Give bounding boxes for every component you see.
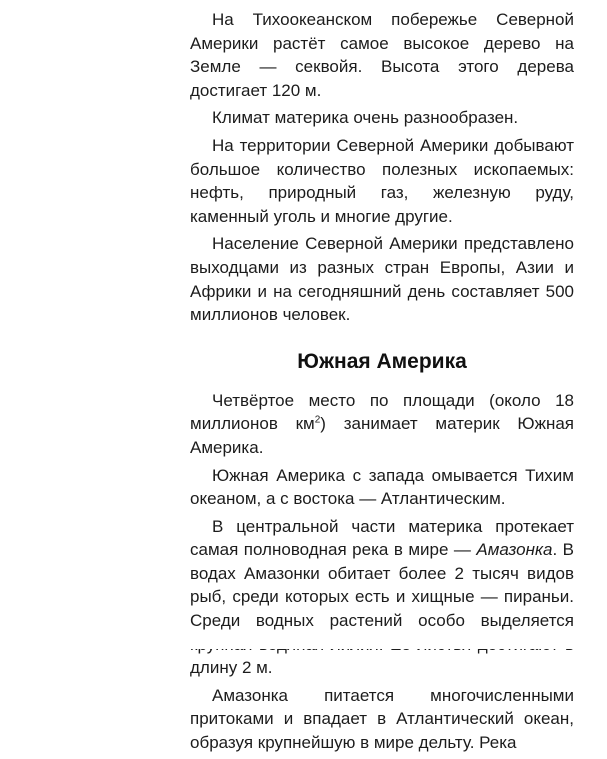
paragraph-tributaries: Амазонка питается многочисленными притоками и впадает в Атлантический океан, образуя крупнейшую в мире дельту. Река	[190, 685, 574, 753]
amazon-text-end: . В водах Амазонки обитает более 2 тысяч видов рыб, среди которых есть и хищные — пираньи. Среди водных растений особо выделяется длину 2 м.	[190, 540, 574, 678]
area-text-end: ) занимает материк Южная Америка.	[190, 414, 574, 457]
paragraph-amazon	[190, 515, 574, 680]
area-superscript: 2	[314, 414, 321, 426]
paragraph-area	[190, 389, 574, 460]
amazon-text-start: В центральной части материка протекает самая полноводная река в мире —	[190, 516, 574, 560]
amazon-name: Амазонка	[476, 540, 553, 560]
area-text-start: Четвёртое место по площади (около 18 миллионов км	[190, 390, 574, 434]
paragraph-climate: Климат материка очень разнообразен.	[212, 108, 519, 128]
paragraph-sequoia: На Тихоокеанском побережье Северной Америки растёт самое высокое дерево на Земле — секвойя. Высота этого дерева достигает 120 м.	[190, 10, 574, 100]
paragraph-oceans: Южная Америка с запада омывается Тихим океаном, а с востока — Атлантическим.	[190, 465, 574, 509]
section-title: Южная Америка	[297, 349, 467, 373]
page-bottom-edge	[0, 630, 607, 649]
paragraph-minerals: На территории Северной Америки добывают большое количество полезных ископаемых: нефть, природный газ, железную руду, каменный уголь и многие другие.	[190, 135, 574, 226]
paragraph-population: Население Северной Америки представлено выходцами из разных стран Европы, Азии и Африки и на сегодняшний день составляет 500 миллионов человек.	[190, 234, 574, 325]
